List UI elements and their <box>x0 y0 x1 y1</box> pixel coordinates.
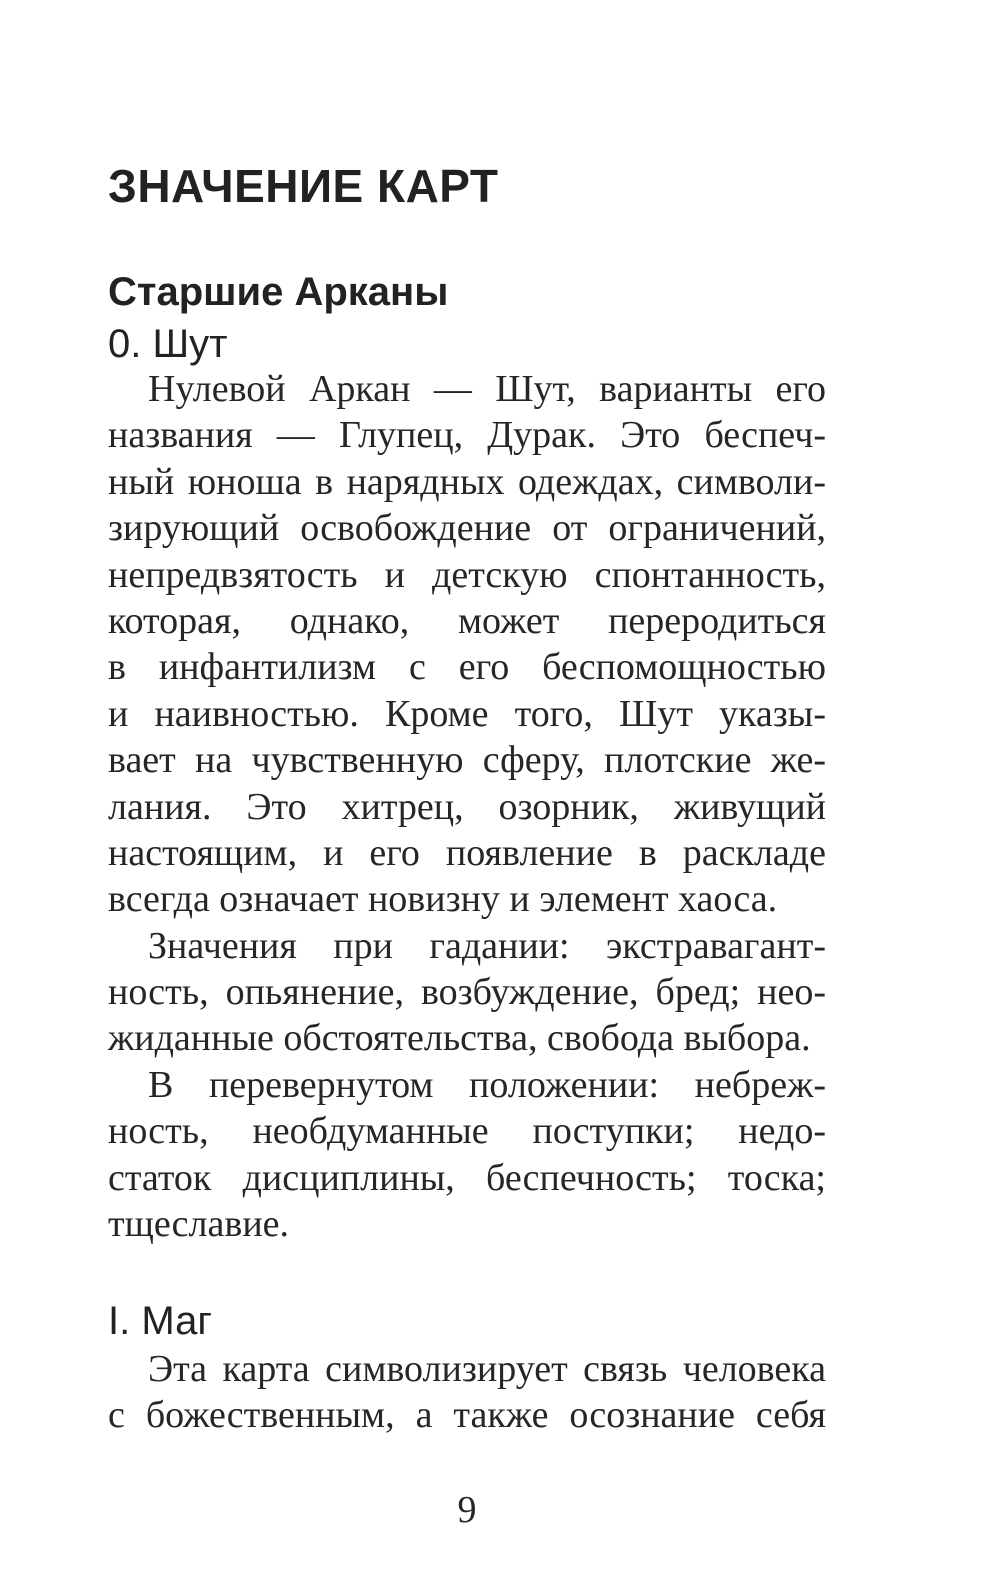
text-line: и наивностью. Кроме того, Шут указы- <box>108 692 826 735</box>
text-line: Нулевой Аркан — Шут, варианты его <box>148 368 826 410</box>
text-line: названия — Глупец, Дурак. Это беспеч- <box>108 414 826 457</box>
text-line: В перевернутом положении: небреж- <box>148 1063 826 1106</box>
card-title-magician: I. Маг <box>108 1299 212 1343</box>
text-line: вает на чувственную сферу, плотские же- <box>108 739 826 782</box>
chapter-title: ЗНАЧЕНИЕ КАРТ <box>108 160 499 212</box>
text-line: в инфантилизм с его беспомощностью <box>108 646 826 689</box>
section-title: Старшие Арканы <box>108 270 449 314</box>
text-line: которая, однако, может переродиться <box>108 599 826 642</box>
text-line: непредвзятость и детскую спонтанность, <box>108 553 826 596</box>
text-line: с божественным, а также осознание себя <box>108 1394 826 1437</box>
text-line: лания. Это хитрец, озорник, живущий <box>108 785 826 828</box>
text-line: ность, необдуманные поступки; недо- <box>108 1110 826 1153</box>
text-line: ный юноша в нарядных одеждах, символи- <box>108 460 826 503</box>
text-line: всегда означает новизну и элемент хаоса. <box>108 878 778 921</box>
text-line: настоящим, и его появление в раскладе <box>108 831 826 874</box>
text-line: Значения при гадании: экстравагант- <box>148 924 826 967</box>
text-line: Эта карта символизирует связь человека <box>148 1348 826 1390</box>
text-line: статок дисциплины, беспечность; тоска; <box>108 1156 826 1199</box>
card-description-fool <box>108 366 826 1247</box>
text-line: тщеславие. <box>108 1203 290 1246</box>
card-description-magician <box>108 1346 826 1439</box>
card-title-fool: 0. Шут <box>108 322 228 366</box>
text-line: жиданные обстоятельства, свобода выбора. <box>108 1017 811 1060</box>
page-number: 9 <box>457 1489 477 1531</box>
text-line: зирующий освобождение от ограничений, <box>108 507 826 550</box>
text-line: ность, опьянение, возбуждение, бред; нео- <box>108 971 826 1014</box>
